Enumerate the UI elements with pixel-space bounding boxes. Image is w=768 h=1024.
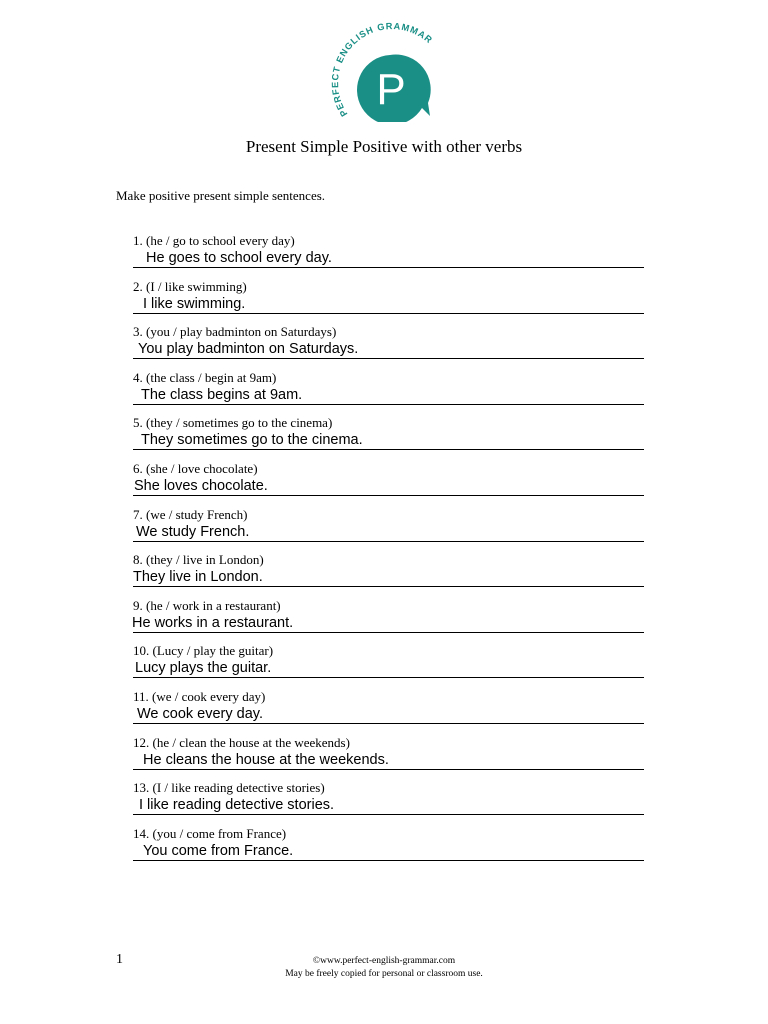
exercise-prompt: 1. (he / go to school every day) bbox=[133, 233, 295, 248]
exercise-item bbox=[0, 595, 768, 641]
answer-line: I like reading detective stories. bbox=[133, 796, 644, 815]
exercise-item bbox=[0, 412, 768, 458]
answer-line: You play badminton on Saturdays. bbox=[133, 340, 644, 359]
brand-logo bbox=[325, 22, 443, 122]
exercise-prompt: 4. (the class / begin at 9am) bbox=[133, 369, 277, 385]
answer-line: They live in London. bbox=[133, 568, 644, 587]
exercise-prompt: 2. (I / like swimming) bbox=[133, 278, 247, 294]
answer-line: I like swimming. bbox=[133, 295, 644, 314]
answer-line: You come from France. bbox=[133, 842, 644, 861]
instructions: Make positive present simple sentences. bbox=[116, 188, 326, 203]
answer-line: The class begins at 9am. bbox=[133, 386, 644, 405]
exercise-prompt: 6. (she / love chocolate) bbox=[133, 460, 258, 476]
exercise-prompt: 9. (he / work in a restaurant) bbox=[133, 597, 281, 613]
exercise-prompt: 11. (we / cook every day) bbox=[133, 688, 266, 704]
answer-line: We cook every day. bbox=[133, 705, 644, 724]
exercise-list bbox=[0, 230, 768, 868]
answer-line: Lucy plays the guitar. bbox=[133, 659, 644, 678]
exercise-item bbox=[0, 686, 768, 732]
page-number: 1 bbox=[116, 952, 123, 967]
exercise-prompt: 8. (they / live in London) bbox=[133, 552, 264, 568]
exercise-item bbox=[0, 321, 768, 367]
page-footer bbox=[0, 955, 768, 981]
answer-line: She loves chocolate. bbox=[133, 477, 644, 496]
license-text: May be freely copied for personal or classroom use. bbox=[285, 969, 483, 979]
exercise-item bbox=[0, 504, 768, 550]
exercise-prompt: 12. (he / clean the house at the weekends) bbox=[133, 734, 350, 750]
exercise-item bbox=[0, 640, 768, 686]
exercise-item bbox=[0, 230, 768, 276]
answer-line: He works in a restaurant. bbox=[133, 614, 644, 633]
exercise-item bbox=[0, 777, 768, 823]
exercise-item bbox=[0, 458, 768, 504]
exercise-item bbox=[0, 732, 768, 778]
logo-letter: P bbox=[376, 65, 406, 114]
exercise-prompt: 14. (you / come from France) bbox=[133, 825, 287, 841]
logo-arc-text: PERFECT ENGLISH GRAMMAR bbox=[330, 22, 435, 119]
answer-line: We study French. bbox=[133, 523, 644, 542]
exercise-item bbox=[0, 823, 768, 869]
exercise-item bbox=[0, 367, 768, 413]
exercise-prompt: 3. (you / play badminton on Saturdays) bbox=[133, 324, 337, 340]
copyright-text: ©www.perfect-english-grammar.com bbox=[312, 956, 456, 966]
exercise-prompt: 5. (they / sometimes go to the cinema) bbox=[133, 415, 333, 431]
exercise-item bbox=[0, 549, 768, 595]
answer-line: They sometimes go to the cinema. bbox=[133, 431, 644, 450]
exercise-prompt: 13. (I / like reading detective stories) bbox=[133, 780, 325, 796]
answer-line: He cleans the house at the weekends. bbox=[133, 751, 644, 770]
exercise-item bbox=[0, 276, 768, 322]
speech-bubble-p-logo-icon bbox=[325, 22, 443, 122]
page-title: Present Simple Positive with other verbs bbox=[245, 137, 523, 156]
exercise-prompt: 10. (Lucy / play the guitar) bbox=[133, 643, 274, 659]
exercise-prompt: 7. (we / study French) bbox=[133, 506, 248, 522]
answer-line: He goes to school every day. bbox=[133, 249, 644, 268]
